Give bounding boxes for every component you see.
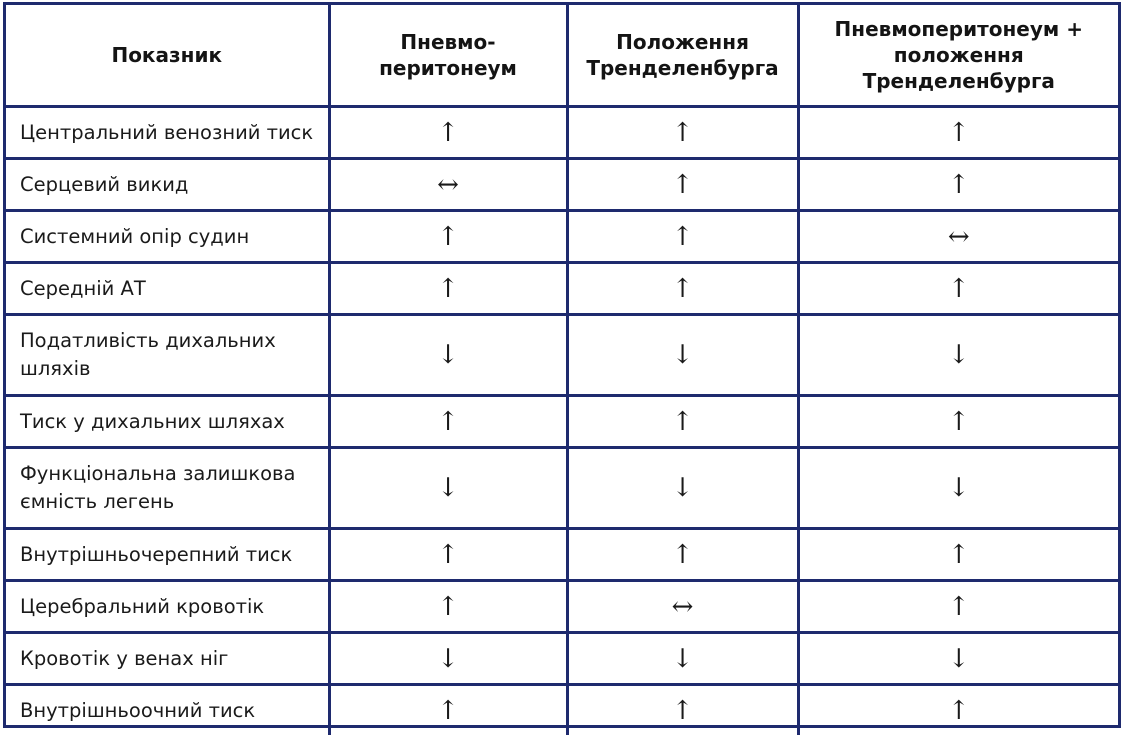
table-row bbox=[6, 529, 1118, 581]
trend-arrow-cell: ↑ bbox=[567, 529, 798, 581]
row-label: Системний опір судин bbox=[6, 211, 329, 263]
comparison-table bbox=[6, 5, 1118, 735]
trend-arrow-cell: ↑ bbox=[329, 685, 567, 735]
trend-arrow-cell: ↓ bbox=[329, 633, 567, 685]
trend-arrow-cell: ↓ bbox=[798, 315, 1118, 396]
trend-arrow-cell: ↑ bbox=[798, 107, 1118, 159]
table-row bbox=[6, 396, 1118, 448]
trend-arrow-cell: ↑ bbox=[567, 396, 798, 448]
trend-arrow-cell: ↑ bbox=[567, 107, 798, 159]
trend-arrow-cell: ↑ bbox=[567, 211, 798, 263]
table-row bbox=[6, 685, 1118, 735]
table-row bbox=[6, 448, 1118, 529]
table-row bbox=[6, 263, 1118, 315]
trend-arrow-cell: ↑ bbox=[798, 263, 1118, 315]
trend-arrow-cell: ↓ bbox=[567, 448, 798, 529]
header-combined: Пневмоперитонеум + положення Тренделенбурга bbox=[798, 5, 1118, 107]
header-pneumoperitoneum: Пневмо- перитонеум bbox=[329, 5, 567, 107]
table-row bbox=[6, 211, 1118, 263]
trend-arrow-cell: ↓ bbox=[329, 315, 567, 396]
table-row bbox=[6, 315, 1118, 396]
comparison-table-container bbox=[3, 2, 1121, 728]
trend-arrow-cell: ↓ bbox=[567, 633, 798, 685]
trend-arrow-cell: ↔ bbox=[798, 211, 1118, 263]
row-label: Кровотік у венах ніг bbox=[6, 633, 329, 685]
trend-arrow-cell: ↔ bbox=[329, 159, 567, 211]
trend-arrow-cell: ↑ bbox=[329, 107, 567, 159]
trend-arrow-cell: ↑ bbox=[329, 396, 567, 448]
table-header-row bbox=[6, 5, 1118, 107]
trend-arrow-cell: ↑ bbox=[567, 263, 798, 315]
row-label: Тиск у дихальних шляхах bbox=[6, 396, 329, 448]
header-indicator: Показник bbox=[6, 5, 329, 107]
table-row bbox=[6, 159, 1118, 211]
trend-arrow-cell: ↓ bbox=[329, 448, 567, 529]
trend-arrow-cell: ↑ bbox=[798, 159, 1118, 211]
table-body bbox=[6, 107, 1118, 735]
row-label: Серцевий викид bbox=[6, 159, 329, 211]
table-row bbox=[6, 107, 1118, 159]
trend-arrow-cell: ↑ bbox=[567, 685, 798, 735]
row-label: Функціональна залишкова ємність легень bbox=[6, 448, 329, 529]
row-label: Середній АТ bbox=[6, 263, 329, 315]
trend-arrow-cell: ↓ bbox=[567, 315, 798, 396]
trend-arrow-cell: ↔ bbox=[567, 581, 798, 633]
row-label: Податливість дихальних шляхів bbox=[6, 315, 329, 396]
trend-arrow-cell: ↑ bbox=[329, 581, 567, 633]
table-row bbox=[6, 581, 1118, 633]
trend-arrow-cell: ↑ bbox=[798, 581, 1118, 633]
trend-arrow-cell: ↑ bbox=[798, 396, 1118, 448]
trend-arrow-cell: ↑ bbox=[329, 263, 567, 315]
trend-arrow-cell: ↑ bbox=[329, 211, 567, 263]
trend-arrow-cell: ↓ bbox=[798, 448, 1118, 529]
trend-arrow-cell: ↓ bbox=[798, 633, 1118, 685]
trend-arrow-cell: ↑ bbox=[798, 529, 1118, 581]
table-row bbox=[6, 633, 1118, 685]
row-label: Внутрішньочерепний тиск bbox=[6, 529, 329, 581]
trend-arrow-cell: ↑ bbox=[798, 685, 1118, 735]
row-label: Центральний венозний тиск bbox=[6, 107, 329, 159]
trend-arrow-cell: ↑ bbox=[567, 159, 798, 211]
trend-arrow-cell: ↑ bbox=[329, 529, 567, 581]
row-label: Внутрішньоочний тиск bbox=[6, 685, 329, 735]
row-label: Церебральний кровотік bbox=[6, 581, 329, 633]
header-trendelenburg: Положення Тренделенбурга bbox=[567, 5, 798, 107]
